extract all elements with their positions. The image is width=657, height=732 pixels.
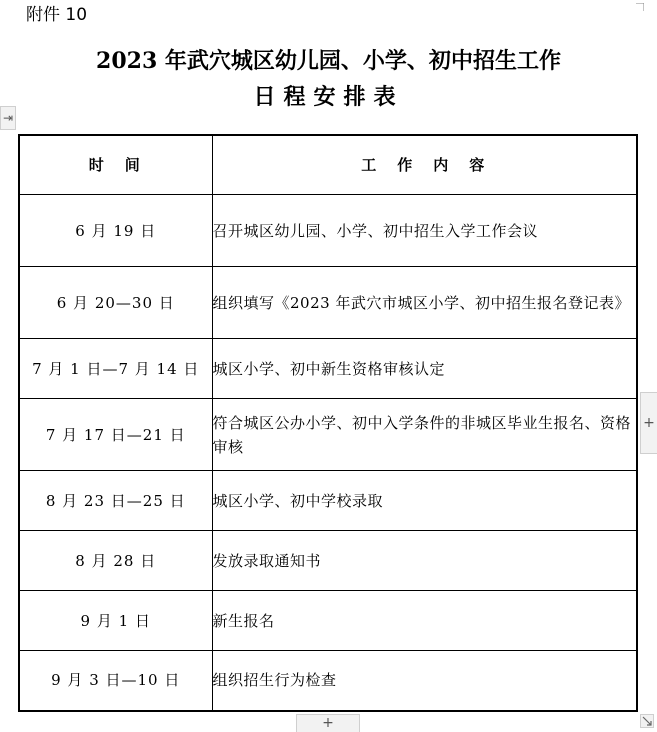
row-content: 新生报名 [212,591,637,651]
table-row [19,591,637,651]
table-header-row [19,135,637,195]
row-time: 8 月 23 日—25 日 [19,471,212,531]
row-content: 发放录取通知书 [212,531,637,591]
add-column-button[interactable] [640,392,657,454]
row-content: 符合城区公办小学、初中入学条件的非城区毕业生报名、资格审核 [212,399,637,471]
row-time: 8 月 28 日 [19,531,212,591]
row-content: 组织填写《2023 年武穴市城区小学、初中招生报名登记表》 [212,267,637,339]
table-move-handle[interactable] [0,106,16,130]
corner-mark-icon [636,3,644,11]
row-time: 7 月 17 日—21 日 [19,399,212,471]
row-time: 7 月 1 日—7 月 14 日 [19,339,212,399]
document-subtitle: 日程安排表 [253,84,404,110]
header-time: 时 间 [19,135,212,195]
table-row [19,195,637,267]
schedule-table [18,134,638,712]
add-row-button[interactable] [296,714,360,732]
table-row [19,339,637,399]
resize-handle-icon[interactable] [640,714,654,728]
row-time: 6 月 19 日 [19,195,212,267]
attachment-label: 附件 10 [26,5,88,25]
add-row-icon: + [322,715,334,731]
row-content: 召开城区幼儿园、小学、初中招生入学工作会议 [212,195,637,267]
row-time: 9 月 3 日—10 日 [19,651,212,711]
add-column-icon: + [643,415,655,431]
table-row [19,471,637,531]
row-content: 城区小学、初中新生资格审核认定 [212,339,637,399]
move-icon: ⇥ [2,111,14,125]
table-row [19,399,637,471]
header-content: 工 作 内 容 [212,135,637,195]
row-content: 组织招生行为检查 [212,651,637,711]
table-row [19,651,637,711]
row-time: 6 月 20—30 日 [19,267,212,339]
row-content: 城区小学、初中学校录取 [212,471,637,531]
document-title: 2023 年武穴城区幼儿园、小学、初中招生工作 [96,48,561,74]
table-row [19,531,637,591]
table-row [19,267,637,339]
row-time: 9 月 1 日 [19,591,212,651]
